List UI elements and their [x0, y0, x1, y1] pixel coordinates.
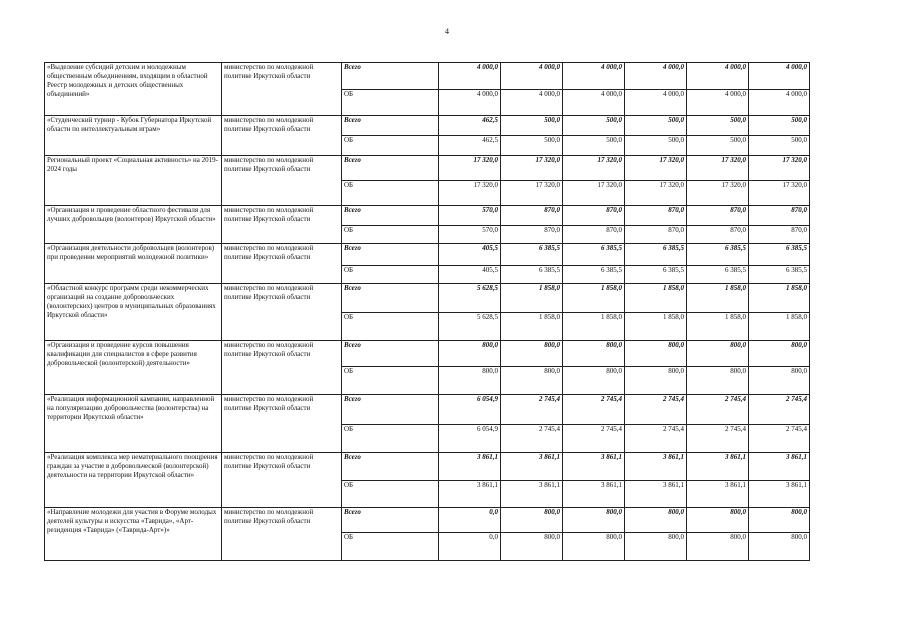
measure-name-cell: «Направление молодежи для участия в Форуме молодых деятелей культуры и искусства «Таврида», «Арт-резиденция «Таврида» («Таврида-Арт»)»	[45, 508, 222, 561]
ob-value-cell: 1 858,0	[625, 313, 687, 341]
source-total-label: Всего	[342, 284, 439, 313]
ob-value-cell: 2 745,4	[563, 425, 625, 453]
source-ob-label: ОБ	[342, 533, 439, 561]
table-row-total	[45, 63, 810, 90]
ob-value-cell: 405,5	[439, 266, 501, 284]
ob-value-cell: 870,0	[687, 226, 749, 244]
ob-value-cell: 5 628,5	[439, 313, 501, 341]
source-total-label: Всего	[342, 341, 439, 367]
source-total-label: Всего	[342, 508, 439, 533]
ob-value-cell: 6 385,5	[687, 266, 749, 284]
total-value-cell: 405,5	[439, 244, 501, 266]
source-total-label: Всего	[342, 156, 439, 181]
source-ob-label: ОБ	[342, 90, 439, 116]
ob-value-cell: 800,0	[563, 367, 625, 395]
ob-value-cell: 462,5	[439, 136, 501, 156]
total-value-cell: 1 858,0	[749, 284, 810, 313]
source-ob-label: ОБ	[342, 266, 439, 284]
ob-value-cell: 17 320,0	[749, 181, 810, 206]
ob-value-cell: 1 858,0	[687, 313, 749, 341]
total-value-cell: 800,0	[749, 341, 810, 367]
source-ob-label: ОБ	[342, 425, 439, 453]
measure-name-cell: «Выделение субсидий детским и молодежным общественным объединениям, входящим в областной Реестр молодежных и детских общественных объединений»	[45, 63, 222, 116]
ministry-cell: министерство по молодежной политике Иркутской области	[222, 341, 342, 395]
total-value-cell: 2 745,4	[563, 395, 625, 425]
table-row-total	[45, 395, 810, 425]
ministry-cell: министерство по молодежной политике Иркутской области	[222, 156, 342, 206]
ob-value-cell: 17 320,0	[687, 181, 749, 206]
total-value-cell: 800,0	[687, 508, 749, 533]
total-value-cell: 800,0	[439, 341, 501, 367]
table-row-total	[45, 156, 810, 181]
ob-value-cell: 800,0	[687, 533, 749, 561]
total-value-cell: 1 858,0	[687, 284, 749, 313]
ob-value-cell: 4 000,0	[625, 90, 687, 116]
total-value-cell: 3 861,1	[563, 453, 625, 481]
source-ob-label: ОБ	[342, 367, 439, 395]
ob-value-cell: 1 858,0	[501, 313, 563, 341]
total-value-cell: 17 320,0	[749, 156, 810, 181]
ob-value-cell: 2 745,4	[501, 425, 563, 453]
measure-name-cell: «Реализация информационной кампании, направленной на популяризацию добровольчества (волонтерства) на территории Иркутской области»	[45, 395, 222, 453]
total-value-cell: 17 320,0	[439, 156, 501, 181]
ob-value-cell: 800,0	[749, 533, 810, 561]
ob-value-cell: 3 861,1	[439, 481, 501, 508]
ob-value-cell: 6 054,9	[439, 425, 501, 453]
table-row-total	[45, 116, 810, 136]
ob-value-cell: 870,0	[749, 226, 810, 244]
total-value-cell: 500,0	[749, 116, 810, 136]
ob-value-cell: 800,0	[439, 367, 501, 395]
ob-value-cell: 3 861,1	[563, 481, 625, 508]
ob-value-cell: 6 385,5	[501, 266, 563, 284]
source-total-label: Всего	[342, 116, 439, 136]
total-value-cell: 800,0	[563, 341, 625, 367]
total-value-cell: 17 320,0	[501, 156, 563, 181]
total-value-cell: 800,0	[687, 341, 749, 367]
table-row-total	[45, 453, 810, 481]
ob-value-cell: 500,0	[625, 136, 687, 156]
total-value-cell: 3 861,1	[687, 453, 749, 481]
total-value-cell: 17 320,0	[687, 156, 749, 181]
ob-value-cell: 500,0	[563, 136, 625, 156]
ob-value-cell: 17 320,0	[439, 181, 501, 206]
ob-value-cell: 800,0	[625, 533, 687, 561]
total-value-cell: 1 858,0	[563, 284, 625, 313]
ob-value-cell: 800,0	[501, 533, 563, 561]
total-value-cell: 870,0	[687, 206, 749, 226]
total-value-cell: 4 000,0	[687, 63, 749, 90]
ministry-cell: министерство по молодежной политике Иркутской области	[222, 206, 342, 244]
total-value-cell: 4 000,0	[563, 63, 625, 90]
source-total-label: Всего	[342, 63, 439, 90]
total-value-cell: 6 385,5	[687, 244, 749, 266]
total-value-cell: 17 320,0	[563, 156, 625, 181]
total-value-cell: 4 000,0	[749, 63, 810, 90]
total-value-cell: 1 858,0	[501, 284, 563, 313]
total-value-cell: 1 858,0	[625, 284, 687, 313]
total-value-cell: 800,0	[749, 508, 810, 533]
total-value-cell: 800,0	[625, 508, 687, 533]
ob-value-cell: 6 385,5	[563, 266, 625, 284]
source-ob-label: ОБ	[342, 226, 439, 244]
ministry-cell: министерство по молодежной политике Иркутской области	[222, 508, 342, 561]
table-row-total	[45, 508, 810, 533]
ob-value-cell: 800,0	[749, 367, 810, 395]
ob-value-cell: 800,0	[687, 367, 749, 395]
total-value-cell: 2 745,4	[625, 395, 687, 425]
measure-name-cell: «Студенческий турнир - Кубок Губернатора Иркутской области по интеллектуальным играм»	[45, 116, 222, 156]
source-ob-label: ОБ	[342, 313, 439, 341]
ob-value-cell: 3 861,1	[501, 481, 563, 508]
total-value-cell: 462,5	[439, 116, 501, 136]
ministry-cell: министерство по молодежной политике Иркутской области	[222, 244, 342, 284]
ob-value-cell: 800,0	[501, 367, 563, 395]
total-value-cell: 800,0	[563, 508, 625, 533]
total-value-cell: 6 385,5	[563, 244, 625, 266]
table-row-total	[45, 284, 810, 313]
ministry-cell: министерство по молодежной политике Иркутской области	[222, 284, 342, 341]
total-value-cell: 800,0	[501, 341, 563, 367]
total-value-cell: 570,0	[439, 206, 501, 226]
source-ob-label: ОБ	[342, 481, 439, 508]
ob-value-cell: 17 320,0	[625, 181, 687, 206]
ob-value-cell: 1 858,0	[563, 313, 625, 341]
ob-value-cell: 0,0	[439, 533, 501, 561]
total-value-cell: 6 385,5	[501, 244, 563, 266]
measure-name-cell: «Организация и проведение областного фестиваля для лучших добровольцев (волонтеров) Иркутской области»	[45, 206, 222, 244]
table-row-total	[45, 244, 810, 266]
total-value-cell: 3 861,1	[749, 453, 810, 481]
ob-value-cell: 870,0	[563, 226, 625, 244]
total-value-cell: 4 000,0	[439, 63, 501, 90]
ob-value-cell: 3 861,1	[687, 481, 749, 508]
ob-value-cell: 2 745,4	[749, 425, 810, 453]
total-value-cell: 6 385,5	[625, 244, 687, 266]
source-total-label: Всего	[342, 453, 439, 481]
ob-value-cell: 1 858,0	[749, 313, 810, 341]
source-total-label: Всего	[342, 244, 439, 266]
total-value-cell: 6 054,9	[439, 395, 501, 425]
ministry-cell: министерство по молодежной политике Иркутской области	[222, 63, 342, 116]
source-total-label: Всего	[342, 395, 439, 425]
page-number: 4	[445, 27, 449, 36]
ob-value-cell: 2 745,4	[625, 425, 687, 453]
total-value-cell: 6 385,5	[749, 244, 810, 266]
ministry-cell: министерство по молодежной политике Иркутской области	[222, 453, 342, 508]
total-value-cell: 3 861,1	[439, 453, 501, 481]
ob-value-cell: 500,0	[749, 136, 810, 156]
ob-value-cell: 6 385,5	[749, 266, 810, 284]
total-value-cell: 3 861,1	[501, 453, 563, 481]
total-value-cell: 500,0	[625, 116, 687, 136]
ob-value-cell: 4 000,0	[749, 90, 810, 116]
ob-value-cell: 17 320,0	[501, 181, 563, 206]
ob-value-cell: 870,0	[625, 226, 687, 244]
total-value-cell: 800,0	[501, 508, 563, 533]
ministry-cell: министерство по молодежной политике Иркутской области	[222, 395, 342, 453]
table-row-total	[45, 206, 810, 226]
ob-value-cell: 500,0	[687, 136, 749, 156]
measure-name-cell: «Областной конкурс программ среди некоммерческих организаций на создание добровольческих (волонтерских) центров в муниципальных образованиях Иркутской области»	[45, 284, 222, 341]
total-value-cell: 500,0	[501, 116, 563, 136]
source-total-label: Всего	[342, 206, 439, 226]
total-value-cell: 4 000,0	[625, 63, 687, 90]
ob-value-cell: 4 000,0	[439, 90, 501, 116]
total-value-cell: 800,0	[625, 341, 687, 367]
total-value-cell: 500,0	[563, 116, 625, 136]
source-ob-label: ОБ	[342, 136, 439, 156]
total-value-cell: 17 320,0	[625, 156, 687, 181]
total-value-cell: 500,0	[687, 116, 749, 136]
ob-value-cell: 2 745,4	[687, 425, 749, 453]
measure-name-cell: «Организация деятельности добровольцев (волонтеров) при проведении мероприятий молодежной политики»	[45, 244, 222, 284]
ob-value-cell: 3 861,1	[749, 481, 810, 508]
total-value-cell: 2 745,4	[687, 395, 749, 425]
total-value-cell: 5 628,5	[439, 284, 501, 313]
ob-value-cell: 6 385,5	[625, 266, 687, 284]
measure-name-cell: «Реализация комплекса мер нематериального поощрения граждан за участие в добровольческой (волонтерской) деятельности на территории Иркутской области»	[45, 453, 222, 508]
ob-value-cell: 500,0	[501, 136, 563, 156]
ob-value-cell: 870,0	[501, 226, 563, 244]
table-row-total	[45, 341, 810, 367]
total-value-cell: 2 745,4	[749, 395, 810, 425]
total-value-cell: 870,0	[563, 206, 625, 226]
budget-table	[44, 62, 810, 561]
table-body	[45, 63, 810, 561]
ob-value-cell: 17 320,0	[563, 181, 625, 206]
total-value-cell: 2 745,4	[501, 395, 563, 425]
total-value-cell: 3 861,1	[625, 453, 687, 481]
total-value-cell: 870,0	[749, 206, 810, 226]
ob-value-cell: 4 000,0	[687, 90, 749, 116]
ministry-cell: министерство по молодежной политике Иркутской области	[222, 116, 342, 156]
total-value-cell: 870,0	[501, 206, 563, 226]
ob-value-cell: 4 000,0	[501, 90, 563, 116]
source-ob-label: ОБ	[342, 181, 439, 206]
ob-value-cell: 800,0	[563, 533, 625, 561]
total-value-cell: 0,0	[439, 508, 501, 533]
measure-name-cell: Региональный проект «Социальная активность» на 2019-2024 годы	[45, 156, 222, 206]
ob-value-cell: 3 861,1	[625, 481, 687, 508]
total-value-cell: 4 000,0	[501, 63, 563, 90]
ob-value-cell: 800,0	[625, 367, 687, 395]
total-value-cell: 870,0	[625, 206, 687, 226]
ob-value-cell: 570,0	[439, 226, 501, 244]
ob-value-cell: 4 000,0	[563, 90, 625, 116]
measure-name-cell: «Организация и проведение курсов повышения квалификации для специалистов в сфере развития добровольческой (волонтерской) деятельности»	[45, 341, 222, 395]
